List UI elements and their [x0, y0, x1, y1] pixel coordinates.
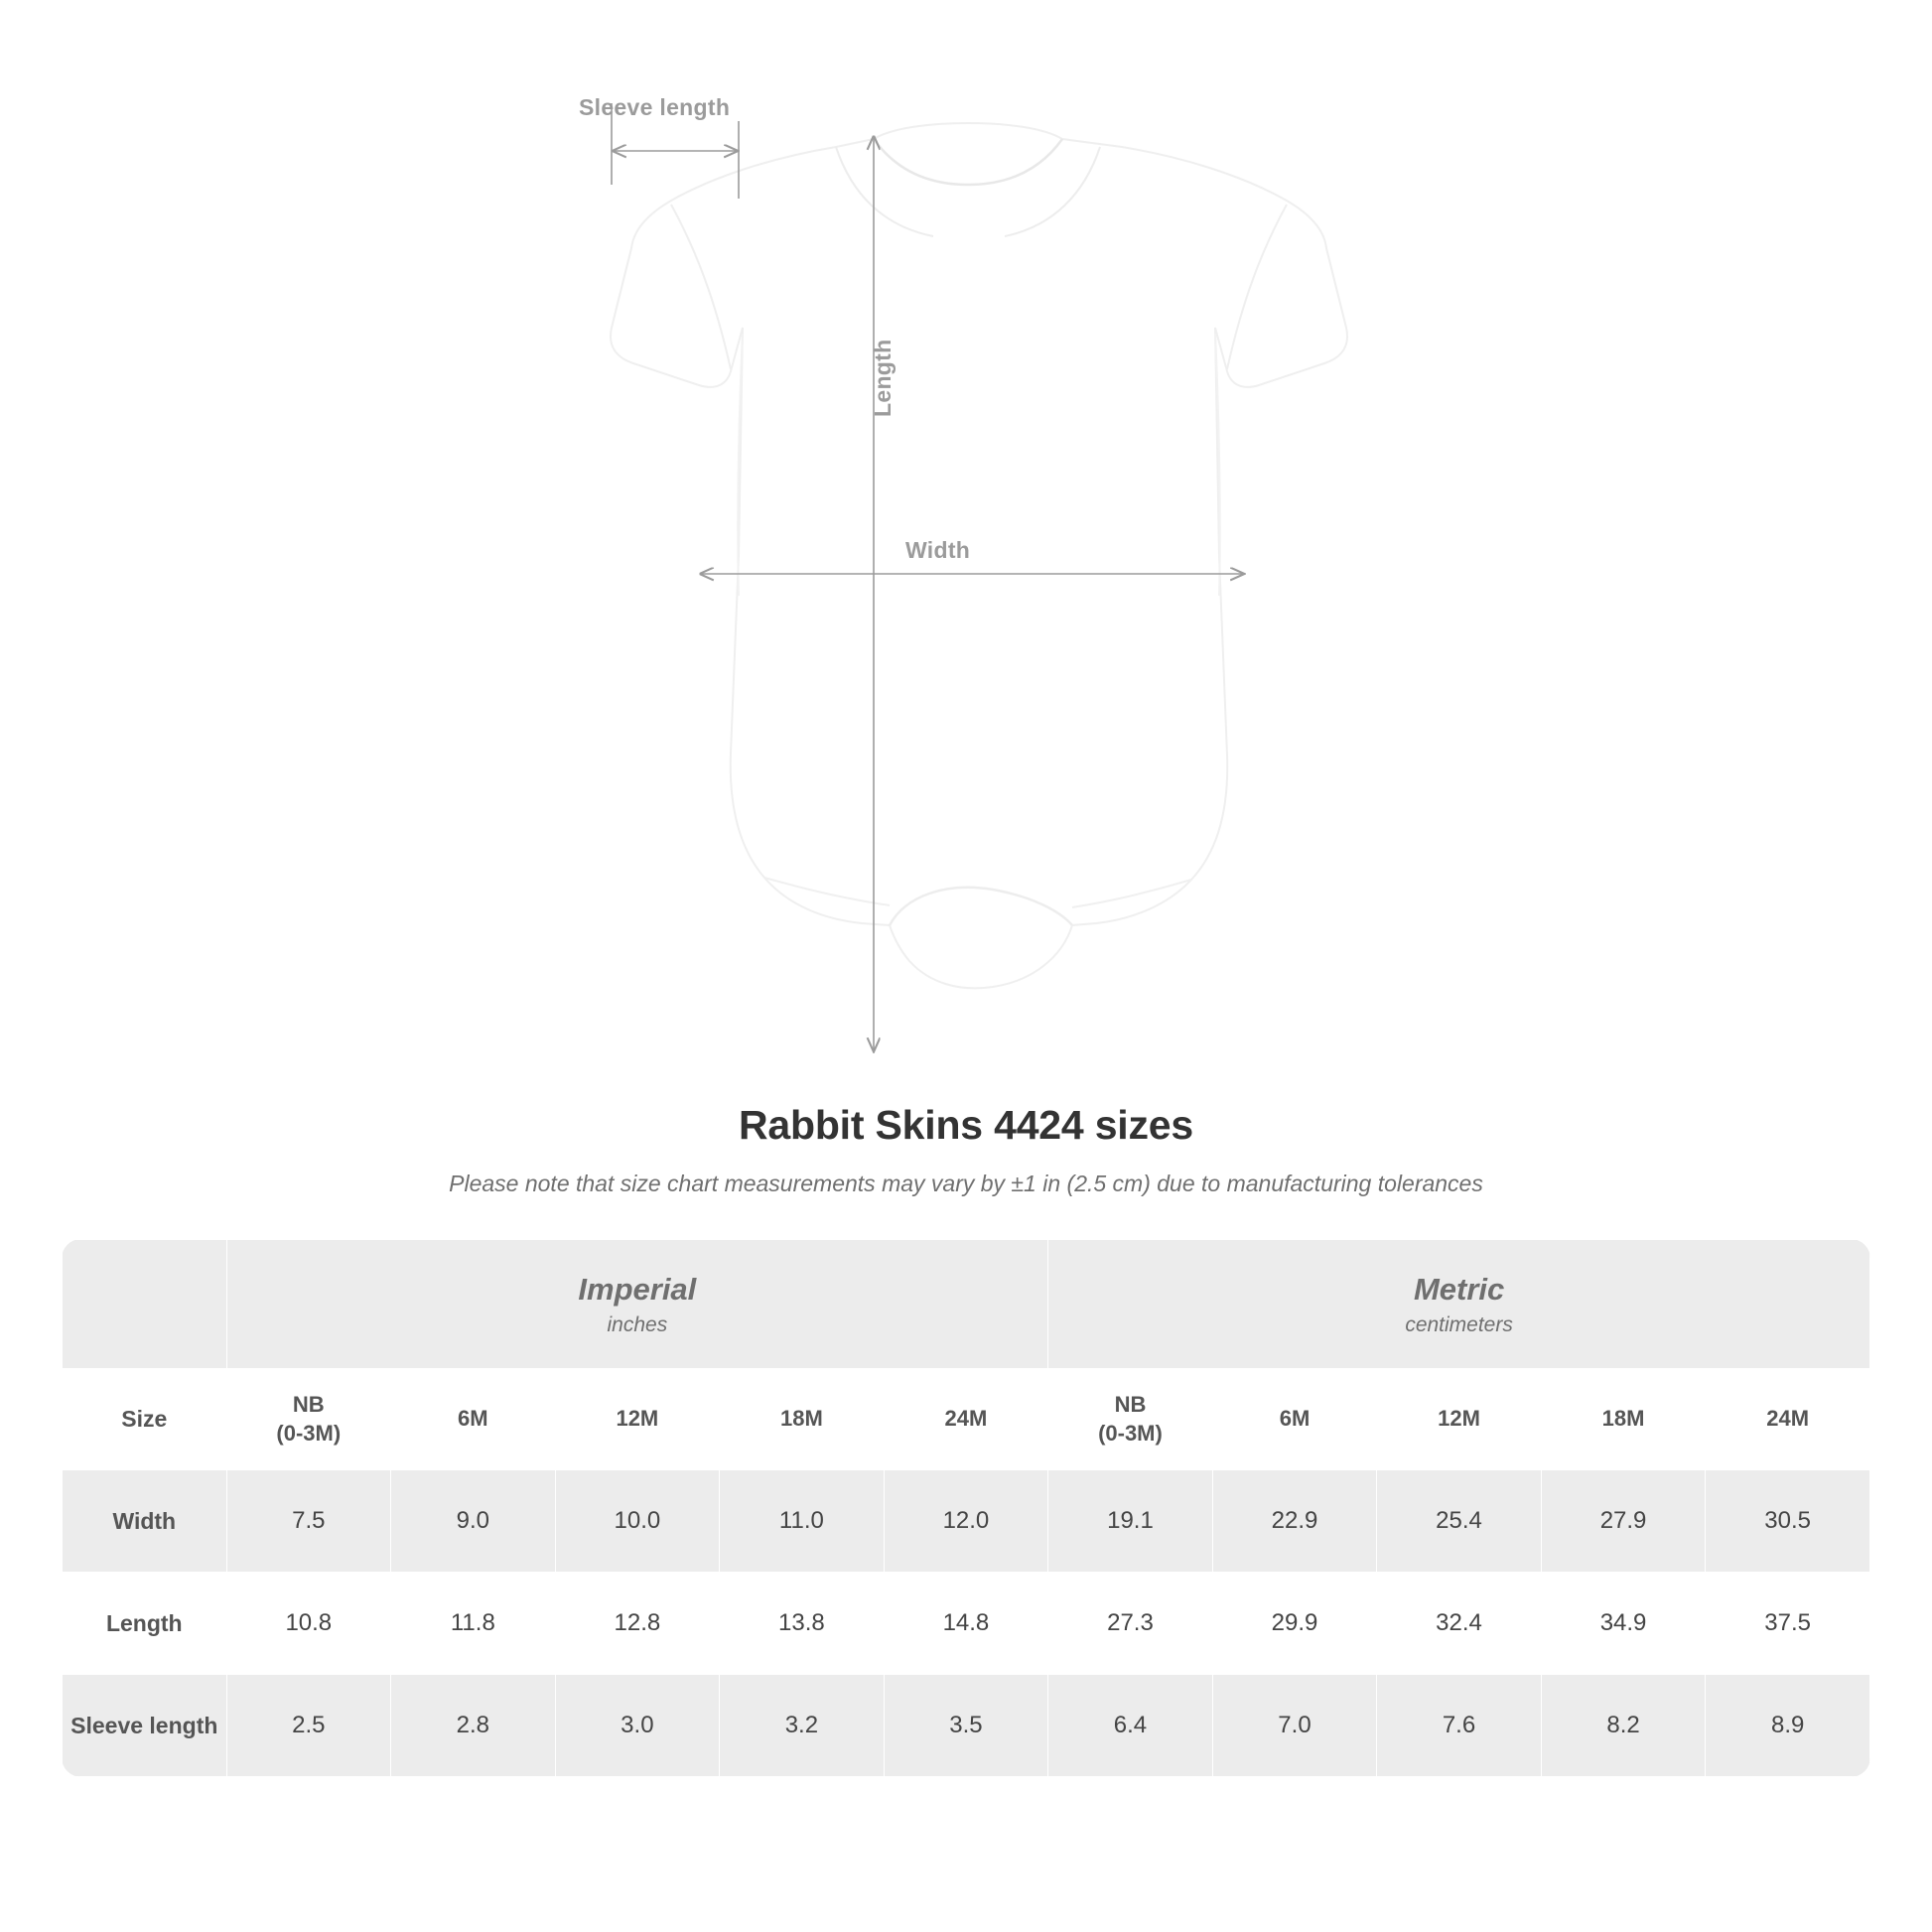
column-header-line1: 12M [616, 1406, 659, 1432]
table-cell: 2.5 [226, 1675, 391, 1777]
table-cell: 8.2 [1541, 1675, 1706, 1777]
table-cell: 9.0 [391, 1470, 556, 1573]
table-row [63, 1470, 1870, 1573]
table-cell: 3.0 [555, 1675, 720, 1777]
column-header [720, 1369, 885, 1470]
unit-group-metric-name: Metric [1413, 1272, 1505, 1308]
label-length: Length [870, 339, 896, 417]
page-title: Rabbit Skins 4424 sizes [738, 1102, 1193, 1148]
unit-group-metric-sub: centimeters [1405, 1312, 1513, 1336]
table-cell: 27.3 [1048, 1573, 1213, 1675]
title-block [0, 1102, 1932, 1197]
column-header [226, 1369, 391, 1470]
column-header-line1: 6M [458, 1406, 488, 1432]
column-header-line1: NB [292, 1391, 325, 1417]
column-header [1377, 1369, 1542, 1470]
table-row [63, 1573, 1870, 1675]
table-corner-cell [63, 1240, 227, 1369]
row-label: Sleeve length [63, 1675, 227, 1777]
table-cell: 12.0 [884, 1470, 1048, 1573]
unit-header-row [63, 1240, 1870, 1369]
column-header [555, 1369, 720, 1470]
table-cell: 10.0 [555, 1470, 720, 1573]
column-header-line1: 6M [1279, 1406, 1311, 1432]
table-cell: 32.4 [1377, 1573, 1542, 1675]
column-header-line1: 12M [1438, 1406, 1480, 1432]
table-cell: 7.5 [226, 1470, 391, 1573]
table-cell: 22.9 [1212, 1470, 1377, 1573]
table-cell: 27.9 [1541, 1470, 1706, 1573]
table-cell: 11.0 [720, 1470, 885, 1573]
table-cell: 2.8 [391, 1675, 556, 1777]
label-sleeve-length: Sleeve length [579, 94, 731, 120]
column-header-line1: 18M [779, 1406, 823, 1432]
column-header [1541, 1369, 1706, 1470]
garment-shape [611, 123, 1347, 988]
table-cell: 8.9 [1706, 1675, 1870, 1777]
size-table-wrapper [62, 1239, 1870, 1777]
table-cell: 12.8 [555, 1573, 720, 1675]
column-header-line1: 18M [1601, 1406, 1645, 1432]
unit-group-imperial [226, 1240, 1048, 1369]
size-table [62, 1239, 1870, 1777]
table-cell: 6.4 [1048, 1675, 1213, 1777]
column-header [391, 1369, 556, 1470]
table-cell: 30.5 [1706, 1470, 1870, 1573]
column-header-line1: NB [1114, 1391, 1147, 1417]
table-cell: 3.5 [884, 1675, 1048, 1777]
column-header-line2: (0-3M) [1098, 1420, 1163, 1446]
column-header [1048, 1369, 1213, 1470]
unit-group-imperial-sub: inches [607, 1312, 668, 1336]
column-header [1212, 1369, 1377, 1470]
column-header-row [63, 1369, 1870, 1470]
header-size-label: Size [63, 1369, 227, 1470]
column-header [884, 1369, 1048, 1470]
column-header-line1: 24M [1766, 1406, 1810, 1432]
table-cell: 7.6 [1377, 1675, 1542, 1777]
table-cell: 19.1 [1048, 1470, 1213, 1573]
column-header-line1: 24M [944, 1406, 988, 1432]
column-header-line2: (0-3M) [276, 1420, 342, 1446]
table-cell: 7.0 [1212, 1675, 1377, 1777]
row-label: Width [63, 1470, 227, 1573]
table-cell: 29.9 [1212, 1573, 1377, 1675]
table-cell: 14.8 [884, 1573, 1048, 1675]
label-width: Width [905, 537, 971, 563]
table-row [63, 1675, 1870, 1777]
table-cell: 11.8 [391, 1573, 556, 1675]
table-cell: 13.8 [720, 1573, 885, 1675]
table-cell: 37.5 [1706, 1573, 1870, 1675]
column-header [1706, 1369, 1870, 1470]
unit-group-metric [1048, 1240, 1870, 1369]
table-cell: 25.4 [1377, 1470, 1542, 1573]
tolerance-note: Please note that size chart measurements may vary by ±1 in (2.5 cm) due to manufacturing tolerances [449, 1171, 1483, 1196]
table-cell: 3.2 [720, 1675, 885, 1777]
table-cell: 10.8 [226, 1573, 391, 1675]
table-cell: 34.9 [1541, 1573, 1706, 1675]
unit-group-imperial-name: Imperial [578, 1272, 697, 1308]
row-label: Length [63, 1573, 227, 1675]
